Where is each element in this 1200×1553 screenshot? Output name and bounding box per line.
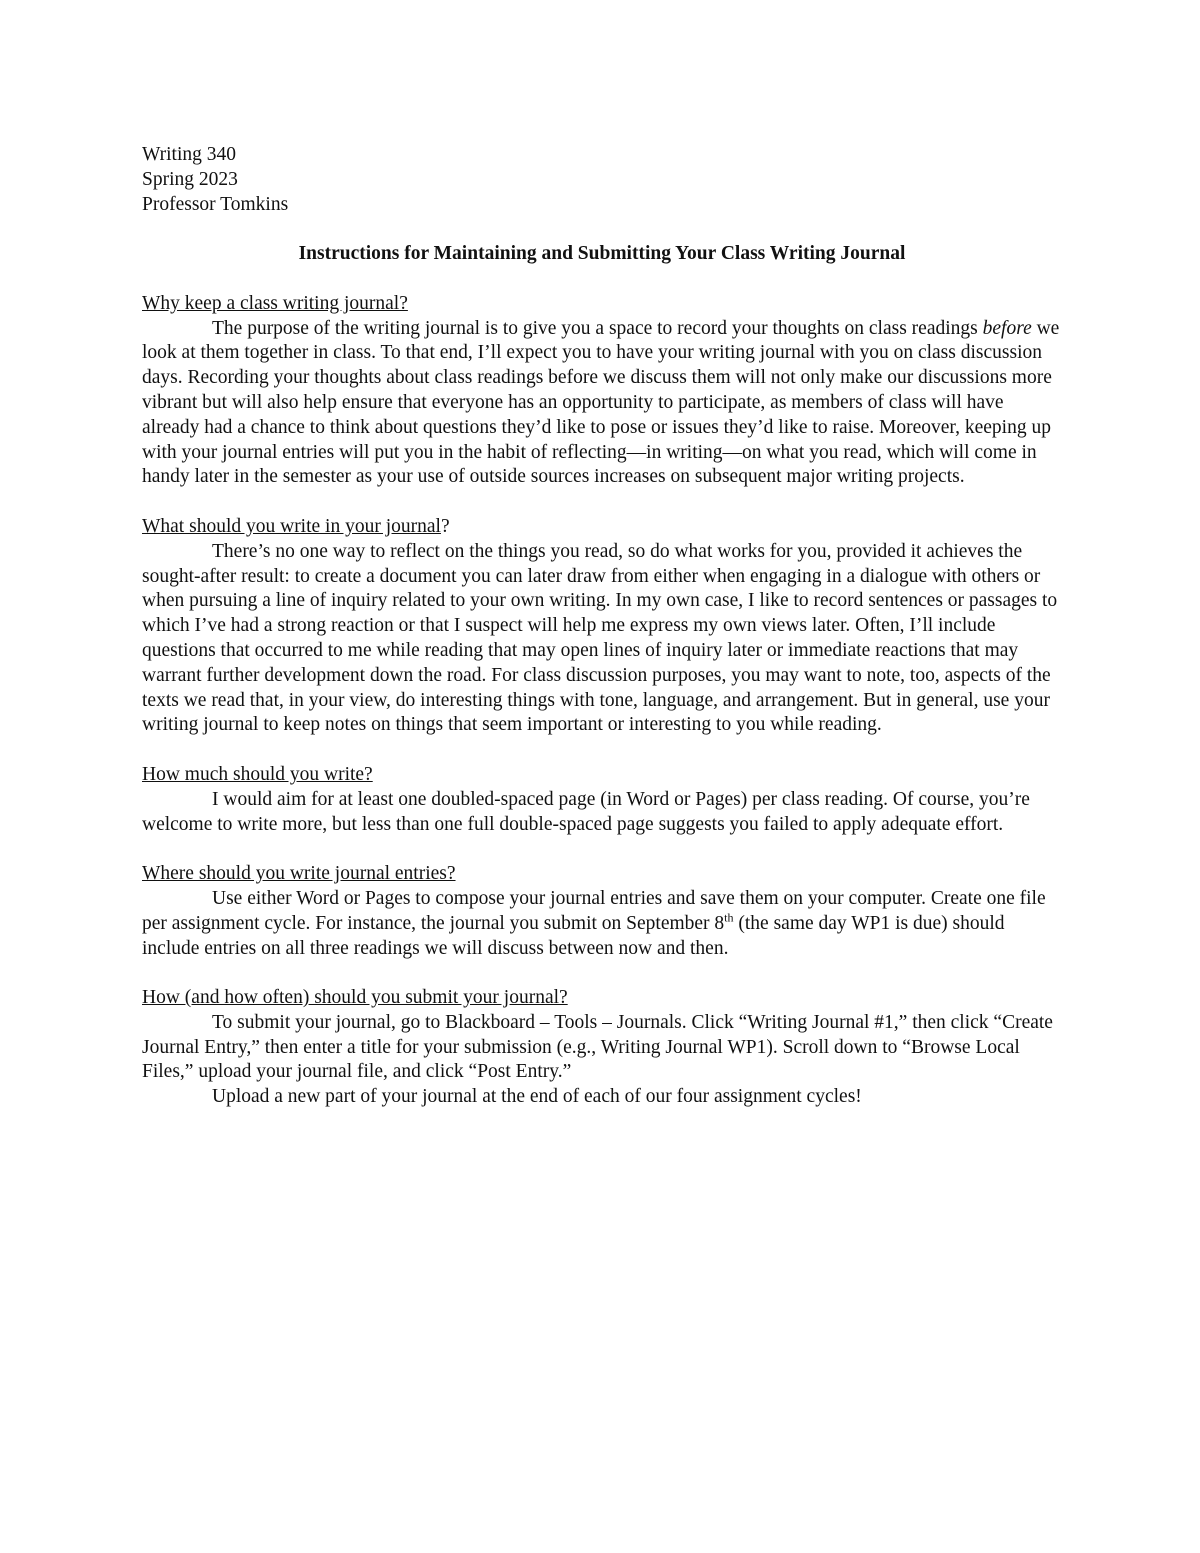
section-how-to-submit <box>142 986 1062 1110</box>
section-how-much-to-write <box>142 763 1062 837</box>
instructor-name: Professor Tomkins <box>142 193 289 215</box>
paragraph: The purpose of the writing journal is to give you a space to record your thoughts on class readings before we look at them together in class. To that end, I’ll expect you to have your writing journal with you on class discussion days. Recording your thoughts about class readings before we discuss them will not only make our discussions more vibrant but will also help ensure that everyone has an opportunity to participate, as members of class will have already had a chance to think about questions they’d like to pose or issues they’d like to raise. Moreover, keeping up with your journal entries will put you in the habit of reflecting—in writing—on what you read, which will come in handy later in the semester as your use of outside sources increases on subsequent major writing projects. <box>142 317 1060 488</box>
paragraph: There’s no one way to reflect on the things you read, so do what works for you, provided it achieves the sought-after result: to create a document you can later draw from either when engaging in a dialogue with others or when pursuing a line of inquiry related to your own writing. In my own case, I like to record sentences or passages to which I’ve had a strong reaction or that I suspect will help me express my own views later. Often, I’ll include questions that occurred to me while reading that may open lines of inquiry later or immediate reactions that may warrant further development down the road. For class discussion purposes, you may want to note, too, aspects of the texts we read that, in your view, do interesting things with tone, language, and arrangement. But in general, use your writing journal to keep notes on things that seem important or interesting to you while reading. <box>142 540 1058 736</box>
document-header <box>142 143 1062 217</box>
paragraph: Use either Word or Pages to compose your journal entries and save them on your computer. Create one file per assignment cycle. For instance, the journal you submit on September 8th (the same day WP1 is due) should include entries on all three readings we will discuss between now and then. <box>142 887 1046 959</box>
term: Spring 2023 <box>142 168 238 190</box>
document-page <box>142 143 1062 1135</box>
section-heading: Why keep a class writing journal? <box>142 292 408 314</box>
document-title: Instructions for Maintaining and Submitting Your Class Writing Journal <box>298 243 906 265</box>
course-name: Writing 340 <box>142 144 236 165</box>
ordinal-suffix: th <box>724 910 734 925</box>
section-what-to-write <box>142 515 1062 738</box>
section-heading: How much should you write? <box>142 763 373 785</box>
paragraph: Upload a new part of your journal at the end of each of our four assignment cycles! <box>212 1086 862 1108</box>
section-where-to-write <box>142 862 1062 961</box>
paragraph: I would aim for at least one doubled-spaced page (in Word or Pages) per class reading. Of course, you’re welcome to write more, but less than one full double-spaced page suggests you failed to apply adequate effort. <box>142 788 1030 835</box>
section-heading: What should you write in your journal? <box>142 515 450 537</box>
section-why-keep-journal <box>142 292 1062 490</box>
section-heading: Where should you write journal entries? <box>142 863 456 885</box>
paragraph: To submit your journal, go to Blackboard – Tools – Journals. Click “Writing Journal #1,” then click “Create Journal Entry,” then enter a title for your submission (e.g., Writing Journal WP1). Scroll down to “Browse Local Files,” upload your journal file, and click “Post Entry.” <box>142 1011 1053 1083</box>
section-heading: How (and how often) should you submit your journal? <box>142 987 568 1009</box>
emphasis-text: before <box>982 317 1032 339</box>
